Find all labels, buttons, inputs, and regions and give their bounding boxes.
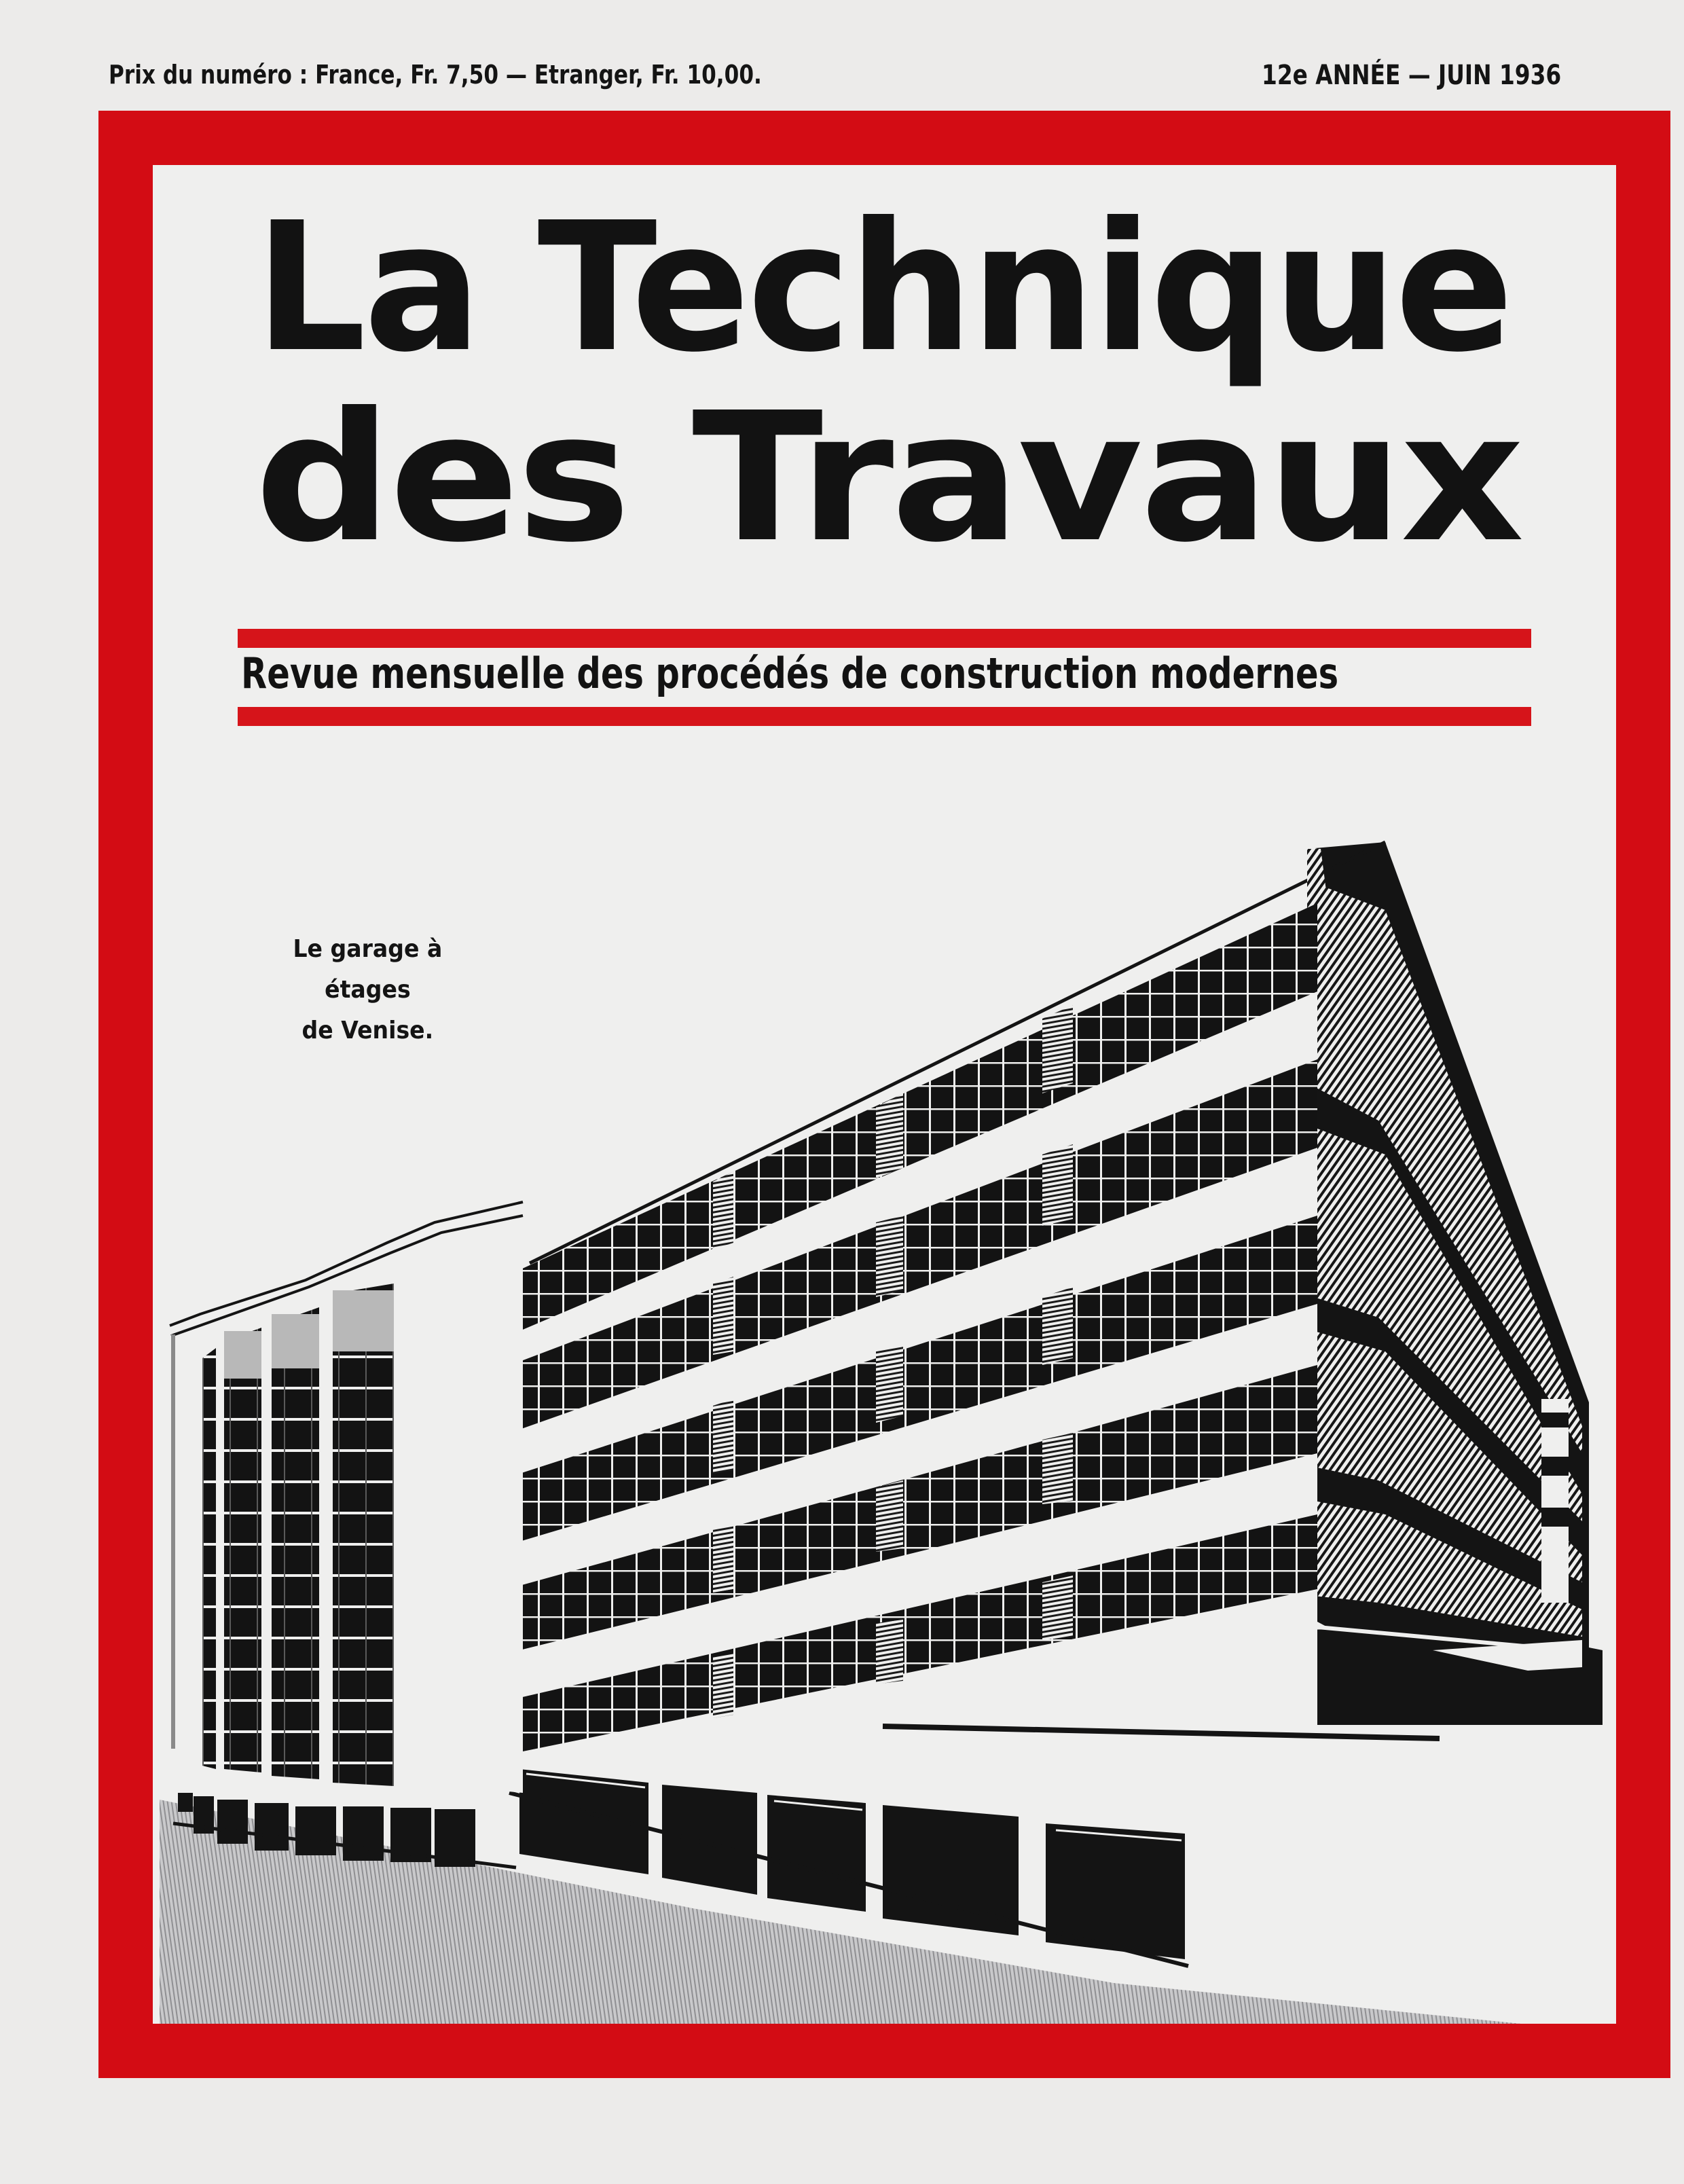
magazine-title-line-1: La Technique xyxy=(255,184,1512,391)
caption-line-2: de Venise. xyxy=(301,1017,434,1044)
red-frame xyxy=(98,111,1670,2078)
garage-building-illustration xyxy=(153,165,1616,2024)
left-pavilion xyxy=(170,1195,523,1868)
caption-line-1: Le garage à étages xyxy=(293,935,443,1004)
price-line: Prix du numéro : France, Fr. 7,50 — Etranger, Fr. 10,00. xyxy=(109,60,762,90)
issue-date-line: 12e ANNÉE — JUIN 1936 xyxy=(1262,60,1562,91)
magazine-title-line-2: des Travaux xyxy=(255,374,1522,581)
magazine-subtitle: Revue mensuelle des procédés de construction modernes xyxy=(241,649,1339,698)
cover-panel xyxy=(153,165,1616,2024)
